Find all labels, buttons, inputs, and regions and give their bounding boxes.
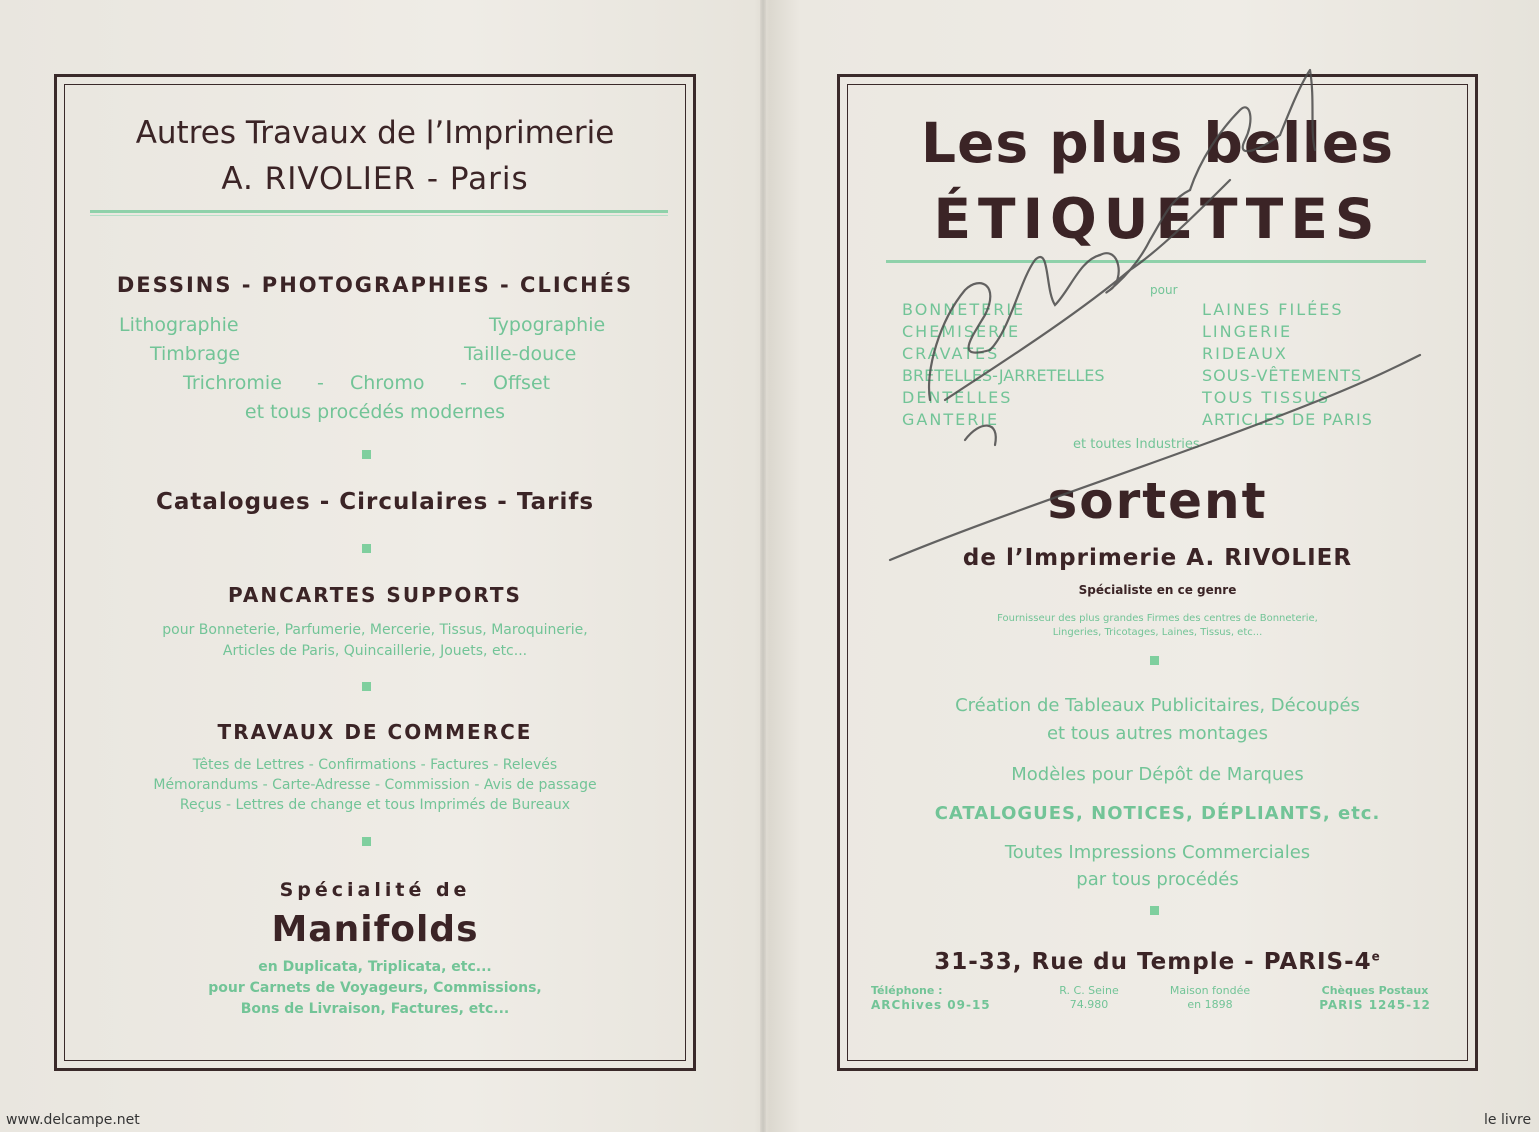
le-livre-watermark: le livre (1484, 1112, 1532, 1128)
rc-value: 74.980 (1069, 998, 1109, 1011)
industry-item: CHEMISERIE (902, 322, 1021, 341)
industry-item: TOUS TISSUS (1202, 388, 1330, 407)
catalogues-notices-text: CATALOGUES, NOTICES, DÉPLIANTS, etc. (934, 803, 1381, 824)
industry-item: CRAVATES (902, 344, 1000, 363)
left-header-rule-thin (90, 215, 668, 216)
procedes-modernes-text: et tous procédés modernes (244, 401, 506, 423)
separator-square (1150, 906, 1159, 915)
commerce-line3: Reçus - Lettres de change et tous Imprimés de Bureaux (179, 797, 571, 813)
modeles-text: Modèles pour Dépôt de Marques (1011, 764, 1304, 785)
section-dessins-title: DESSINS - PHOTOGRAPHIES - CLICHÉS (116, 273, 634, 297)
separator-square (362, 544, 371, 553)
telephone-label: Téléphone : (871, 984, 943, 997)
et-toutes-industries-text: et toutes Industries (1073, 437, 1200, 452)
trichromie-text: Trichromie (183, 372, 282, 394)
industry-item: DENTELLES (902, 388, 1013, 407)
commerce-line1: Têtes de Lettres - Confirmations - Factures - Relevés (192, 757, 558, 773)
lithographie-text: Lithographie (119, 314, 239, 336)
pour-text: pour (1150, 283, 1178, 297)
creation-line1: Création de Tableaux Publicitaires, Découpés (955, 695, 1360, 716)
address-main: 31-33, Rue du Temple - PARIS-4 (934, 949, 1372, 975)
industry-item: BONNETERIE (902, 300, 1026, 319)
left-header-line1: Autres Travaux de l’Imprimerie (135, 115, 615, 151)
timbrage-text: Timbrage (150, 343, 241, 365)
manifolds-title: Manifolds (271, 909, 479, 950)
section-catalogues-title: Catalogues - Circulaires - Tarifs (155, 489, 595, 515)
left-page-frame (54, 74, 696, 1071)
industry-item: RIDEAUX (1202, 344, 1288, 363)
taille-douce-text: Taille-douce (464, 343, 577, 365)
offset-text: Offset (493, 372, 551, 394)
cheques-postaux-value: PARIS 1245-12 (1319, 998, 1431, 1012)
maison-fondee-label: Maison fondée (1169, 984, 1251, 997)
manifolds-line2: pour Carnets de Voyageurs, Commissions, (208, 980, 542, 996)
industry-item: BRETELLES-JARRETELLES (902, 366, 1105, 385)
title-les-plus-belles: Les plus belles (921, 111, 1394, 175)
left-header-line2: A. RIVOLIER - Paris (221, 161, 529, 197)
chromo-separator: - (460, 372, 467, 394)
cheques-postaux-label: Chèques Postaux (1321, 984, 1429, 997)
separator-square (362, 450, 371, 459)
right-page-frame (837, 74, 1478, 1071)
title-rule (886, 260, 1426, 263)
industry-item: LINGERIE (1202, 322, 1293, 341)
commerce-line2: Mémorandums - Carte-Adresse - Commission - Avis de passage (153, 777, 597, 793)
pancartes-line1: pour Bonneterie, Parfumerie, Mercerie, Tissus, Maroquinerie, (162, 622, 588, 638)
industry-item: LAINES FILÉES (1202, 300, 1344, 319)
impressions-line2: par tous procédés (1076, 869, 1239, 890)
address-text (840, 949, 1475, 975)
title-etiquettes: ÉTIQUETTES (933, 187, 1382, 251)
separator-square (1150, 656, 1159, 665)
imprimerie-rivolier-text: de l’Imprimerie A. RIVOLIER (962, 545, 1353, 571)
center-fold (760, 0, 766, 1132)
creation-line2: et tous autres montages (1046, 723, 1269, 744)
section-pancartes-title: PANCARTES SUPPORTS (228, 583, 522, 607)
rc-label: R. C. Seine (1059, 984, 1119, 997)
impressions-line1: Toutes Impressions Commerciales (1004, 842, 1311, 863)
industry-item: ARTICLES DE PARIS (1202, 410, 1373, 429)
separator-square (362, 682, 371, 691)
delcampe-watermark: www.delcampe.net (6, 1112, 140, 1128)
specialite-de-text: Spécialité de (279, 879, 471, 901)
specialiste-text: Spécialiste en ce genre (1078, 583, 1237, 597)
manifolds-line1: en Duplicata, Triplicata, etc... (258, 959, 492, 975)
industry-item: SOUS-VÊTEMENTS (1202, 366, 1363, 385)
fournisseur-line2: Lingeries, Tricotages, Laines, Tissus, etc... (1052, 627, 1263, 638)
manifolds-line3: Bons de Livraison, Factures, etc... (240, 1001, 510, 1017)
maison-fondee-value: en 1898 (1187, 998, 1233, 1011)
sortent-title: sortent (1047, 472, 1268, 530)
address-superscript: e (1371, 949, 1381, 964)
chromo-text: Chromo (350, 372, 425, 394)
telephone-value: ARChives 09-15 (871, 998, 991, 1012)
section-travaux-commerce-title: TRAVAUX DE COMMERCE (217, 720, 533, 744)
fournisseur-line1: Fournisseur des plus grandes Firmes des centres de Bonneterie, (997, 613, 1318, 624)
pancartes-line2: Articles de Paris, Quincaillerie, Jouets, etc... (222, 643, 528, 659)
separator-square (362, 837, 371, 846)
trichromie-separator: - (317, 372, 324, 394)
left-header-rule (90, 210, 668, 213)
typographie-text: Typographie (489, 314, 606, 336)
industry-item: GANTERIE (902, 410, 1000, 429)
